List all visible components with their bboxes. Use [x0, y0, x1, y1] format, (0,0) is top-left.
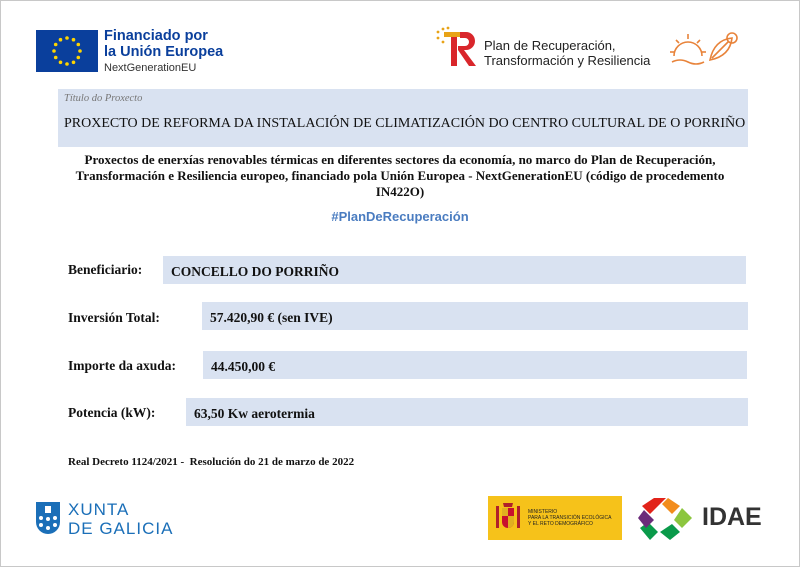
- beneficiario-box: [163, 256, 746, 284]
- ministerio-line1: MINISTERIO: [528, 509, 558, 515]
- eu-line3: NextGenerationEU: [104, 62, 197, 74]
- eu-logo-text: [104, 28, 223, 76]
- potencia-label: Potencia (kW):: [68, 405, 156, 420]
- sun-leaf-icon: [668, 30, 742, 70]
- prtr-line1: Plan de Recuperación,: [484, 38, 616, 53]
- prtr-line2: Transformación y Resiliencia: [484, 53, 651, 68]
- inversion-value: 57.420,90 € (sen IVE): [210, 310, 333, 325]
- ministerio-line2: PARA LA TRANSICIÓN ECOLÓGICA: [528, 515, 612, 521]
- ministerio-text: [528, 509, 620, 527]
- ministerio-line3: Y EL RETO DEMOGRÁFICO: [528, 521, 593, 527]
- idae-logo-icon: [634, 494, 696, 542]
- importe-value: 44.450,00 €: [211, 359, 276, 374]
- project-title-box: [58, 89, 748, 147]
- project-title: PROXECTO DE REFORMA DA INSTALACIÓN DE CLIMATIZACIÓN DO CENTRO CULTURAL DE O PORRIÑO: [64, 116, 746, 131]
- prtr-logo-text: [484, 38, 650, 68]
- xunta-line2: DE GALICIA: [68, 519, 174, 538]
- legal-reference: Real Decreto 1124/2021 - Resolución do 21 de marzo de 2022: [68, 456, 355, 468]
- importe-label: Importe da axuda:: [68, 358, 177, 373]
- eu-line1: Financiado por: [104, 28, 208, 44]
- prtr-logo-icon: [434, 26, 480, 68]
- beneficiario-value: CONCELLO DO PORRIÑO: [171, 264, 340, 279]
- inversion-label: Inversión Total:: [68, 310, 160, 325]
- importe-box: [203, 351, 747, 379]
- inversion-box: [202, 302, 748, 330]
- xunta-emblem-icon: [34, 500, 62, 536]
- potencia-box: [186, 398, 748, 426]
- spain-coat-of-arms-icon: [494, 502, 522, 534]
- ministerio-logo: [488, 496, 622, 540]
- eu-flag-icon: [36, 30, 98, 72]
- idae-logo-text: IDAE: [702, 503, 762, 531]
- xunta-line1: XUNTA: [68, 500, 130, 519]
- potencia-value: 63,50 Kw aerotermia: [194, 406, 315, 421]
- xunta-logo-text: [68, 500, 173, 538]
- hashtag: #PlanDeRecuperación: [331, 209, 469, 224]
- project-title-label: Título do Proxecto: [64, 93, 143, 104]
- beneficiario-label: Beneficiario:: [68, 262, 143, 277]
- project-description: Proxectos de enerxías renovables térmicas en diferentes sectores da economía, no marco do Plan de Recuperación, Transformación e Resiliencia europeo, financiado pola Unión Europea - NextGenerationEU (código de procedemento IN422O): [75, 152, 725, 199]
- eu-line2: la Unión Europea: [104, 44, 224, 60]
